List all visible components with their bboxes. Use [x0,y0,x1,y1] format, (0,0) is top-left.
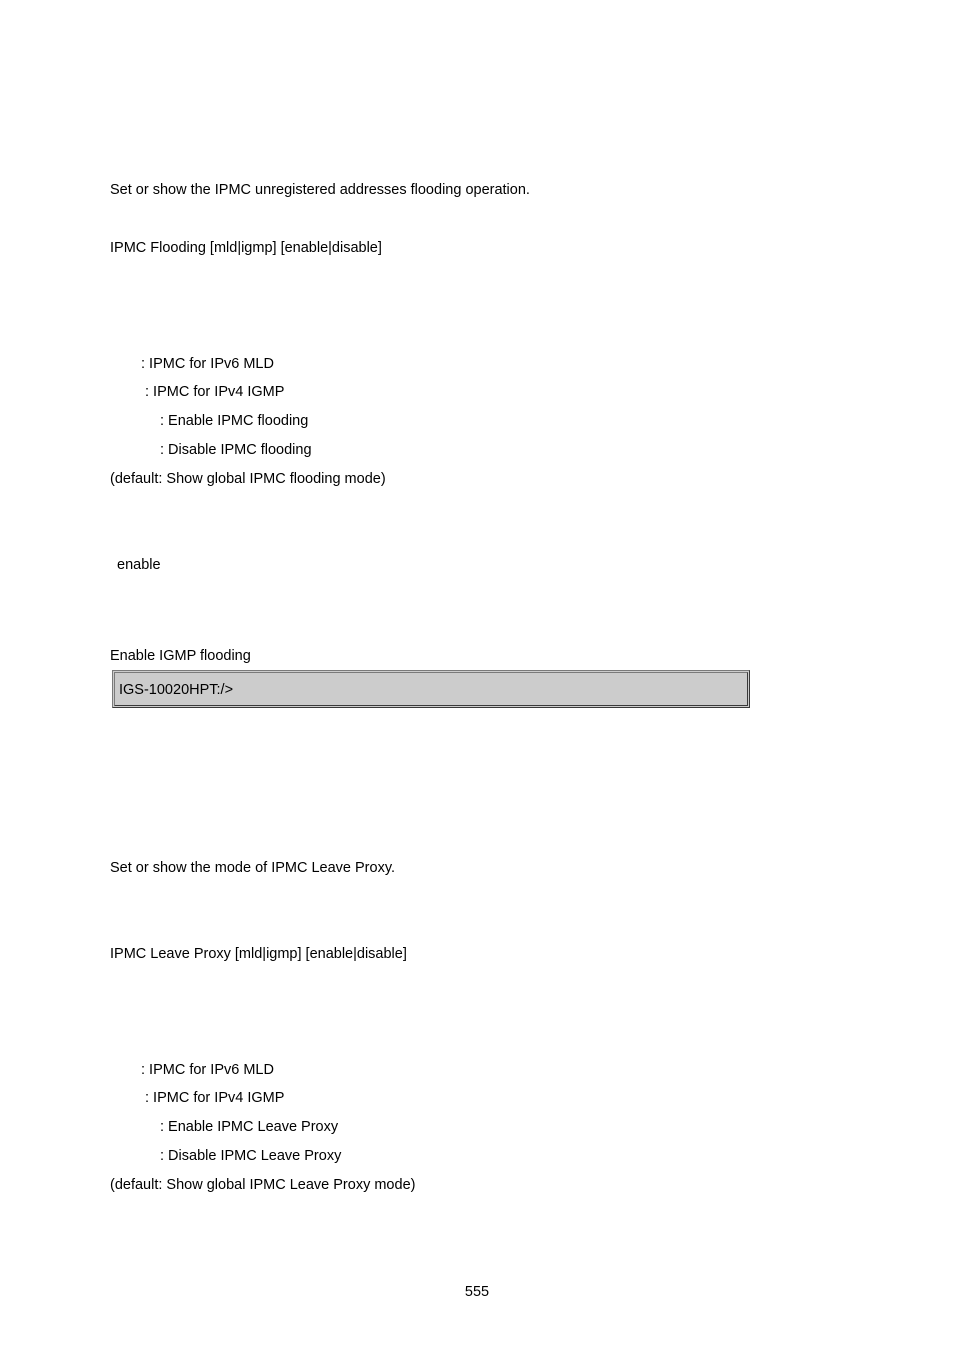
flooding-param-enable: : Enable IPMC flooding [160,413,309,429]
leave-proxy-syntax: IPMC Leave Proxy [mld|igmp] [enable|disable] [110,946,407,962]
flooding-description: Set or show the IPMC unregistered addresses flooding operation. [110,182,530,198]
leave-proxy-param-disable: : Disable IPMC Leave Proxy [160,1148,342,1164]
leave-proxy-param-igmp: : IPMC for IPv4 IGMP [145,1090,285,1106]
page-number: 555 [464,1284,490,1300]
flooding-param-igmp: : IPMC for IPv4 IGMP [145,384,285,400]
flooding-default-note: (default: Show global IPMC flooding mode) [110,471,386,487]
leave-proxy-param-mld: : IPMC for IPv6 MLD [141,1062,274,1078]
leave-proxy-description: Set or show the mode of IPMC Leave Proxy. [110,860,396,876]
console-box [112,670,750,708]
flooding-param-mld: : IPMC for IPv6 MLD [141,356,274,372]
flooding-default-value: enable [117,557,161,573]
leave-proxy-default-note: (default: Show global IPMC Leave Proxy mode) [110,1177,416,1193]
flooding-syntax: IPMC Flooding [mld|igmp] [enable|disable] [110,240,382,256]
flooding-param-disable: : Disable IPMC flooding [160,442,312,458]
console-prompt: IGS-10020HPT:/> [119,682,234,698]
flooding-example-title: Enable IGMP flooding [110,648,251,664]
leave-proxy-param-enable: : Enable IPMC Leave Proxy [160,1119,339,1135]
